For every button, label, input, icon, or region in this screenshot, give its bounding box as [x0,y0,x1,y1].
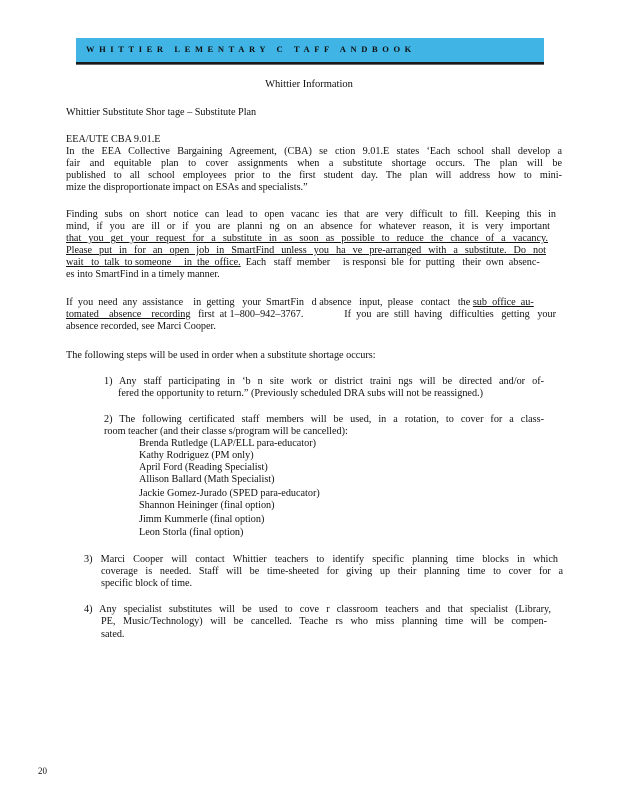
steps-intro: The following steps will be used in order when a substitute shortage occurs: [66,350,376,361]
staff-member: Shannon Heininger (final option) [139,500,275,511]
finding-line-rest: Each staff member is responsi ble for putting their own absenc- [240,257,540,268]
cba-line: In the EEA Collective Bargaining Agreement, (CBA) se ction 9.01.E states ‘Each school shall develop a [66,146,562,157]
staff-member: Kathy Rodriguez (PM only) [139,450,254,461]
assist-line: absence recorded, see Marci Cooper. [66,321,216,332]
finding-line: Finding subs on short notice can lead to open vacanc ies that are very difficult to fill. Keeping this in [66,209,556,220]
assist-phone: first at 1–800–942–3767. [190,309,304,320]
step-1-line: fered the opportunity to return.” (Previously scheduled DRA subs will not be reassigned.) [118,388,483,399]
subtitle: Whittier Substitute Shor tage – Substitute Plan [66,107,257,118]
staff-member: Allison Ballard (Math Specialist) [139,474,275,485]
finding-underlined-phrase: wait to talk to someone in the office. [66,257,241,268]
handbook-banner [76,38,544,64]
staff-member: Leon Storla (final option) [139,527,244,538]
finding-line: mind, if you are ill or if you are planni ng on an absence for whatever reason, it is very important [66,221,550,232]
cba-line: mize the disproportionate impact on ESAs and specialists.” [66,182,308,193]
sub-office-link-part2[interactable]: tomated absence recording [66,309,191,320]
step-3-line: coverage is needed. Staff will be time-sheeted for giving up their planning time to cover for a [101,566,563,577]
assist-text: If you need any assistance in getting your SmartFin d absence input, please contact the [66,297,473,308]
step-4-line: sated. [101,629,125,640]
cba-heading: EEA/UTE CBA 9.01.E [66,134,161,145]
section-title: Whittier Information [265,79,353,90]
finding-line: es into SmartFind in a timely manner. [66,269,220,280]
staff-member: Brenda Rutledge (LAP/ELL para-educator) [139,438,316,449]
page-number: 20 [38,766,47,776]
step-2-line: room teacher (and their classe s/program will be cancelled): [104,426,348,437]
finding-line-underlined: Please put in for an open job in SmartFind unless you ha ve pre-arranged with a substitute. Do not [66,245,546,256]
step-2-line: 2) The following certificated staff members will be used, in a rotation, to cover for a class- [104,414,544,425]
banner-title: WHITTIER LEMENTARY C TAFF ANDBOOK [86,44,416,54]
cba-line: fair and equitable plan to cover assignments when a substitute shortage occurs. The plan will be [66,158,562,169]
staff-member: April Ford (Reading Specialist) [139,462,268,473]
assist-line-right: If you are still having difficulties getting your [344,309,556,320]
staff-member: Jimm Kummerle (final option) [139,514,265,525]
step-4-line: 4) Any specialist substitutes will be used to cove r classroom teachers and that specialist (Library, [84,604,551,615]
staff-member: Jackie Gomez-Jurado (SPED para-educator) [139,488,320,499]
sub-office-link-part1[interactable]: sub office au- [472,297,534,308]
step-3-line: specific block of time. [101,578,193,589]
step-4-line: PE, Music/Technology) will be cancelled. Teache rs who miss planning time will be compen- [101,616,547,627]
cba-line: published to all school employees prior to the first student day. The plan will address how to mini- [66,170,562,181]
finding-line-underlined: that you get your request for a substitute in as soon as possible to reduce the chance of a vacancy. [66,233,548,244]
finding-line [66,257,556,269]
step-3-line: 3) Marci Cooper will contact Whittier teachers to identify specific planning time blocks in which [84,554,558,565]
assist-line [66,297,562,309]
step-1-line: 1) Any staff participating in ‘b n site work or district traini ngs will be directed and/or of- [104,376,544,387]
assist-line [66,309,303,321]
